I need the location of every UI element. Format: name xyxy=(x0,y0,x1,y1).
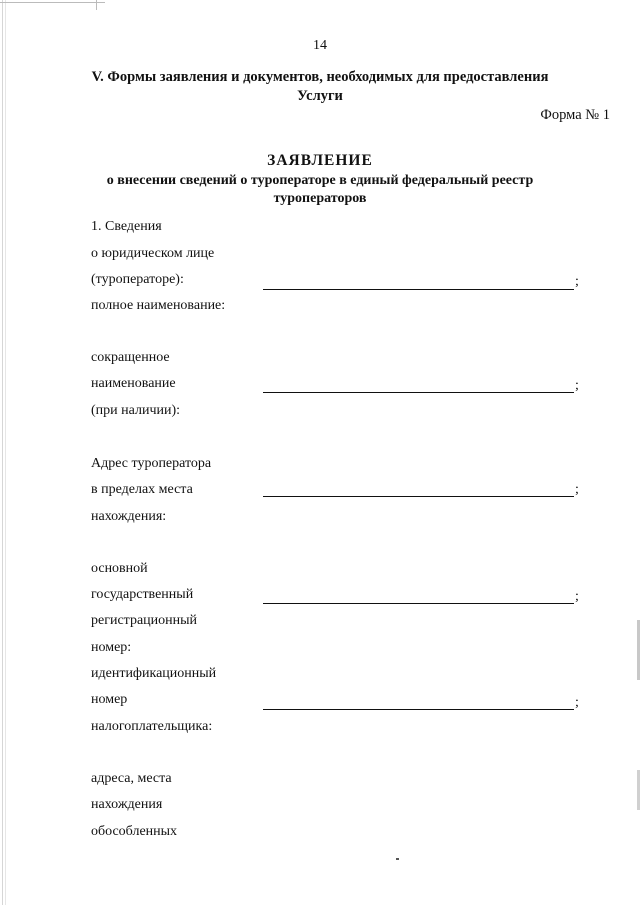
field-label-line: налогоплательщика: xyxy=(91,719,213,734)
field-terminator: ; xyxy=(575,274,579,289)
field-label-line: полное наименование: xyxy=(91,298,226,313)
field-label-line: идентификационный xyxy=(91,666,217,681)
subtitle-line1: о внесении сведений о туроператоре в единый федеральный реестр xyxy=(106,173,534,188)
field-label-line: нахождения xyxy=(91,797,163,812)
page-number: 14 xyxy=(313,38,327,53)
field-label-line: о юридическом лице xyxy=(91,246,215,261)
section-heading-line1: V. Формы заявления и документов, необходимых для предоставления xyxy=(91,69,549,85)
field-terminator: ; xyxy=(575,589,579,604)
field-label-line: номер: xyxy=(91,640,132,655)
scan-top-mark xyxy=(0,2,105,3)
ogrn-input-line[interactable] xyxy=(263,603,574,604)
field-label-line: Адрес туроператора xyxy=(91,456,212,471)
field-label-line: номер xyxy=(91,692,128,707)
field-terminator: ; xyxy=(575,695,579,710)
scan-top-mark xyxy=(96,0,97,10)
form-number: Форма № 1 xyxy=(540,107,610,123)
scan-line xyxy=(5,0,6,905)
field-label-line: (при наличии): xyxy=(91,403,181,418)
full-name-input-line[interactable] xyxy=(263,289,574,290)
field-label-line: обособленных xyxy=(91,824,178,839)
scan-left-edge xyxy=(0,0,12,905)
field-terminator: ; xyxy=(575,378,579,393)
field-label-line: государственный xyxy=(91,587,194,602)
scan-line xyxy=(2,0,3,905)
field-label-line: основной xyxy=(91,561,148,576)
short-name-input-line[interactable] xyxy=(263,392,574,393)
document-title: ЗАЯВЛЕНИЕ xyxy=(267,152,373,169)
section-heading-line2: Услуги xyxy=(297,88,343,104)
field-label-line: сокращенное xyxy=(91,350,170,365)
inn-input-line[interactable] xyxy=(263,709,574,710)
field-label-line: регистрационный xyxy=(91,613,198,628)
field-label-line: нахождения: xyxy=(91,509,167,524)
subtitle-line2: туроператоров xyxy=(273,191,367,206)
scan-speck xyxy=(396,858,399,860)
field-label-line: адреса, места xyxy=(91,771,172,786)
field-label-line: (туроператоре): xyxy=(91,272,184,287)
field-label-line: 1. Сведения xyxy=(91,219,162,234)
field-label-line: наименование xyxy=(91,376,176,391)
field-label-line: в пределах места xyxy=(91,482,193,497)
address-input-line[interactable] xyxy=(263,496,574,497)
field-terminator: ; xyxy=(575,482,579,497)
